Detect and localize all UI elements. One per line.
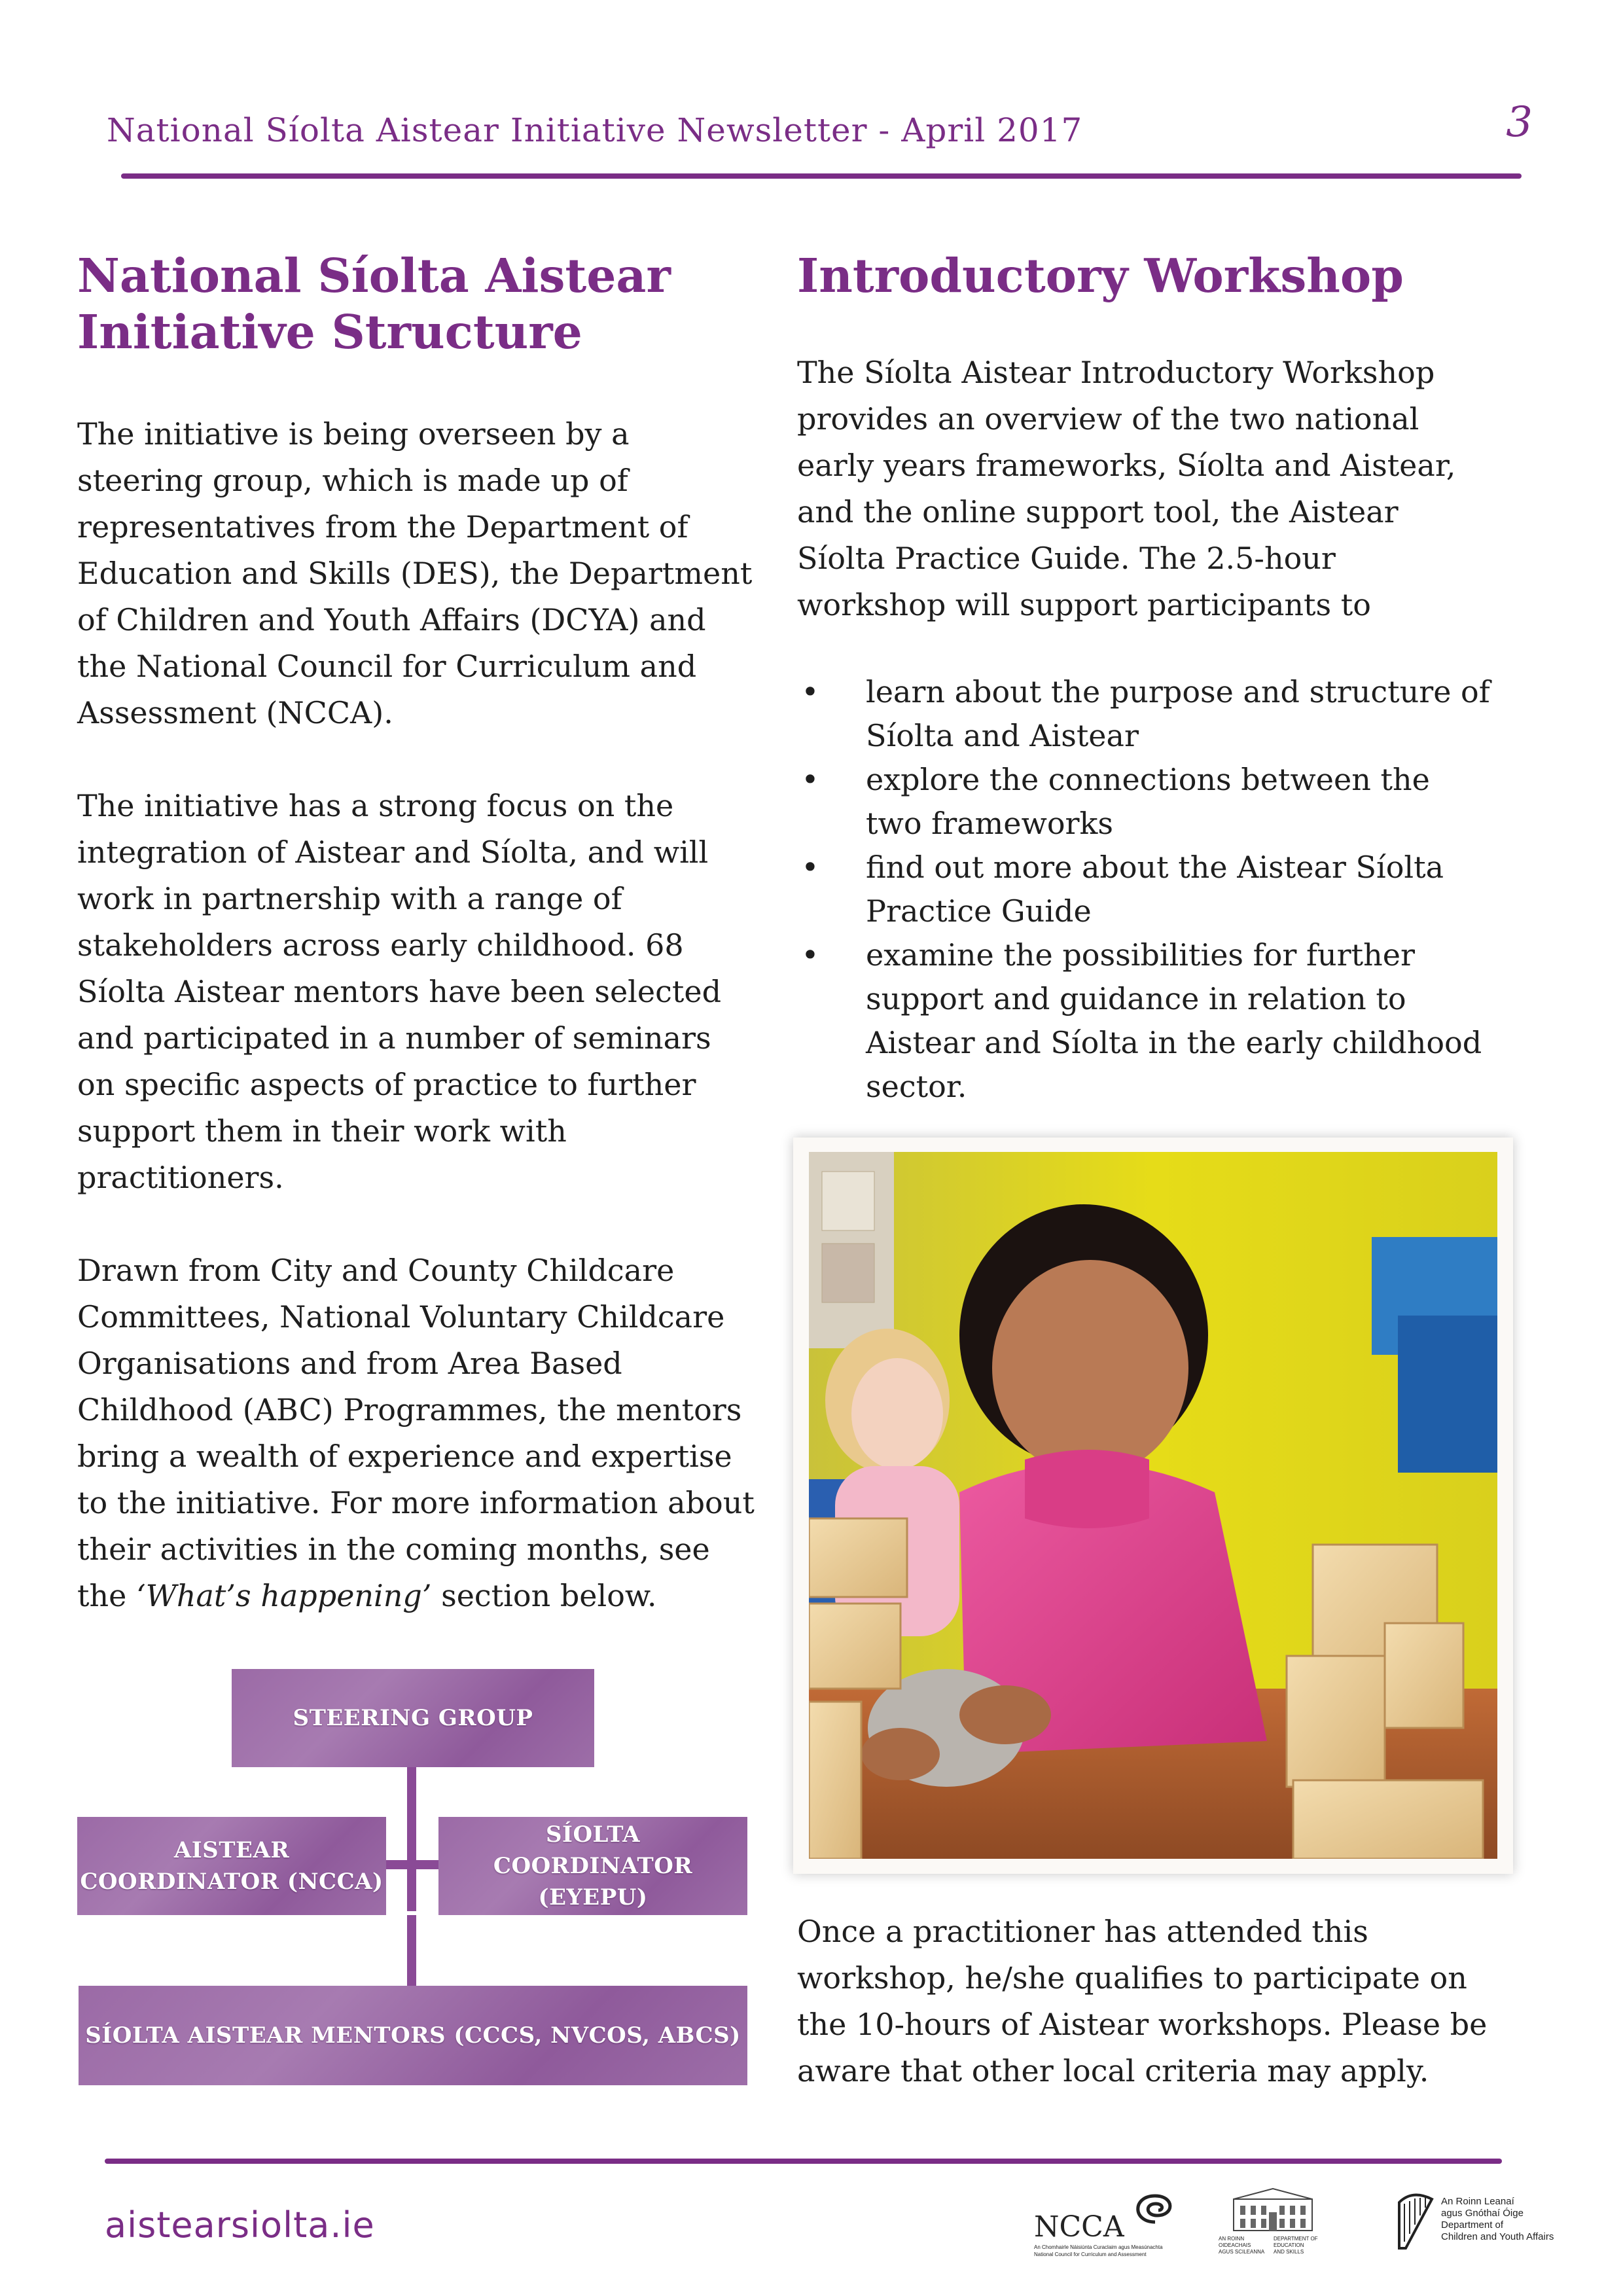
government-building-icon <box>1227 2186 1319 2232</box>
des-irish-line1: AN ROINN <box>1219 2236 1245 2242</box>
des-english-line3: AND SKILLS <box>1274 2249 1304 2255</box>
des-english-line1: DEPARTMENT OF <box>1274 2236 1318 2242</box>
siolta-coordinator-line2: COORDINATOR (EYEPU) <box>493 1853 693 1910</box>
list-item <box>797 670 1491 758</box>
mentors-label: SÍOLTA AISTEAR MENTORS (CCCS, NVCOS, ABCS) <box>85 2022 741 2049</box>
list-item <box>797 758 1491 846</box>
page-number: 3 <box>1506 98 1533 147</box>
newsletter-title: National Síolta Aistear Initiative Newsletter - April 2017 <box>107 111 1083 149</box>
dcya-irish-line1: An Roinn Leanaí <box>1441 2196 1514 2207</box>
structure-heading-line1: National Síolta Aistear <box>77 248 671 303</box>
paragraph-integration: The initiative has a strong focus on the integration of Aistear and Síolta, and will work in partnership with a range of stakeholders across early childhood. 68 Síolta Aistear mentors have been selected and participated in a number of seminars on specific aspects of practice to further support them in their work with practitioners. <box>77 788 722 1195</box>
workshop-photo <box>809 1152 1497 1859</box>
paragraph-mentors <box>77 1247 758 1619</box>
siolta-coordinator-box <box>438 1817 747 1915</box>
des-irish-line2: OIDEACHAIS <box>1219 2242 1251 2248</box>
workshop-heading: Introductory Workshop <box>797 248 1404 303</box>
bullet-dot: • <box>801 762 819 797</box>
org-chart <box>77 1669 761 2094</box>
des-irish-line3: AGUS SCILEANNA <box>1219 2249 1265 2255</box>
workshop-photo-frame <box>793 1138 1513 1874</box>
chart-connector-lower <box>407 1915 416 1986</box>
siolta-coordinator-line1: SÍOLTA <box>545 1821 641 1848</box>
ncca-logo <box>1034 2189 1191 2261</box>
ncca-name: NCCA <box>1034 2210 1124 2244</box>
children-playing-illustration <box>809 1152 1497 1859</box>
des-logo <box>1217 2186 1329 2265</box>
structure-heading <box>77 247 764 360</box>
header-divider <box>121 173 1522 179</box>
structure-heading-line2: Initiative Structure <box>77 304 582 359</box>
ncca-subtitle-english: National Council for Curriculum and Assessment <box>1034 2251 1147 2257</box>
whats-happening-reference: ‘What’s happening’ <box>135 1578 432 1613</box>
chart-connector-vertical <box>407 1767 416 1911</box>
dcya-irish-line2: agus Gnóthaí Óige <box>1441 2208 1524 2219</box>
ncca-subtitle-irish: An Chomhairle Náisiúnta Curaclaim agus Measúnachta <box>1034 2244 1163 2250</box>
steering-group-label: STEERING GROUP <box>293 1705 533 1731</box>
footer-divider <box>105 2159 1502 2164</box>
steering-group-box <box>232 1669 594 1767</box>
chart-connector-horizontal <box>385 1860 438 1869</box>
dcya-english-line2: Children and Youth Affairs <box>1441 2231 1554 2242</box>
workshop-text <box>797 350 1491 1109</box>
des-english-line2: EDUCATION <box>1274 2242 1304 2248</box>
list-item <box>797 933 1491 1109</box>
des-name-irish <box>1219 2236 1264 2255</box>
bullet-text: examine the possibilities for further support and guidance in relation to Aistear and Síolta in the early childhood sector. <box>866 937 1482 1104</box>
bullet-text: find out more about the Aistear Síolta Practice Guide <box>866 850 1444 929</box>
bullet-dot: • <box>801 937 819 973</box>
mentors-box <box>79 1986 747 2085</box>
workshop-bullet-list <box>797 670 1491 1109</box>
list-item <box>797 846 1491 933</box>
dcya-english-line1: Department of <box>1441 2219 1504 2231</box>
paragraph-mentors-text: Drawn from City and County Childcare Committees, National Voluntary Childcare Organisations and from Area Based Childhood (ABC) Programmes, the mentors bring a wealth of experience and expertise to the initiative. For more information about their activities in the coming months, see the <box>77 1253 755 1613</box>
aistear-coordinator-box <box>77 1817 386 1915</box>
aistear-coordinator-line1: AISTEAR <box>173 1837 290 1863</box>
website-link[interactable]: aistearsiolta.ie <box>105 2204 375 2246</box>
des-name-english <box>1274 2236 1318 2255</box>
structure-text <box>77 411 758 1666</box>
dcya-logo <box>1386 2189 1556 2261</box>
aistear-coordinator-line2: COORDINATOR (NCCA) <box>80 1869 383 1895</box>
workshop-closing: Once a practitioner has attended this workshop, he/she qualifies to participate on the 10-hours of Aistear workshops. Please be aware that other local criteria may apply. <box>797 1914 1488 2089</box>
bullet-text: learn about the purpose and structure of Síolta and Aistear <box>866 674 1490 753</box>
ncca-swirl-icon <box>1126 2189 1185 2229</box>
bullet-dot: • <box>801 674 819 709</box>
dcya-text <box>1441 2196 1554 2243</box>
bullet-dot: • <box>801 850 819 885</box>
paragraph-steering-group: The initiative is being overseen by a steering group, which is made up of representatives from the Department of Education and Skills (DES), the Department of Children and Youth Affairs (DCYA) and the National Council for Curriculum and Assessment (NCCA). <box>77 416 753 730</box>
paragraph-mentors-end: section below. <box>431 1578 657 1613</box>
harp-icon <box>1386 2189 1438 2255</box>
bullet-text: explore the connections between the two frameworks <box>866 762 1430 841</box>
workshop-intro: The Síolta Aistear Introductory Workshop provides an overview of the two national early years frameworks, Síolta and Aistear, and the online support tool, the Aistear Síolta Practice Guide. The 2.5-hour workshop will support participants to <box>797 355 1456 622</box>
